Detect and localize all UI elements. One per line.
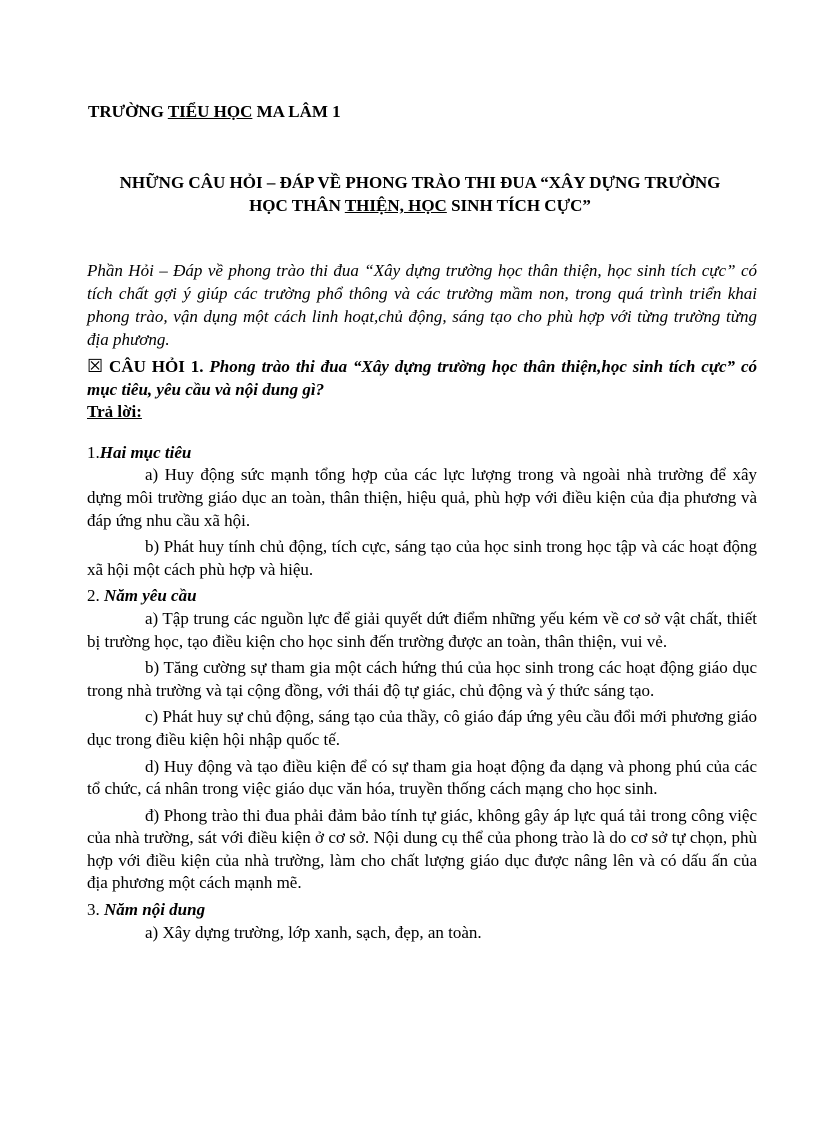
title-line-2b: SINH TÍCH CỰC” [446,196,591,215]
section-1-heading [87,442,757,465]
document-title [80,171,760,217]
section-2-number: 2. [87,586,104,606]
section-2-heading [87,585,757,608]
question-1-label: CÂU HỎI 1. [103,357,210,376]
school-name [88,101,341,124]
checkbox-icon: ☒ [87,356,104,376]
section-2-para: c) Phát huy sự chủ động, sáng tạo của thầy, cô giáo đáp ứng yêu cầu đổi mới phương giáo dục trong điều kiện hội nhập quốc tế. [87,707,757,749]
school-underlined: TIỂU HỌC [167,102,253,121]
title-line-1: NHỮNG CÂU HỎI – ĐÁP VỀ PHONG TRÀO THI ĐUA “XÂY DỰNG TRƯỜNG [119,173,721,192]
section-3-title: Năm nội dung [104,900,206,920]
question-1 [87,355,757,401]
section-1-para: b) Phát huy tính chủ động, tích cực, sáng tạo của học sinh trong học tập và các hoạt động xã hội một cách phù hợp và hiệu. [87,537,757,579]
answer-label [87,401,757,424]
title-line-2a: HỌC THÂN [249,196,345,215]
section-3-para: a) Xây dựng trường, lớp xanh, sạch, đẹp, an toàn. [145,922,482,942]
document-body [87,259,757,948]
answer-label-text: Trả lời: [87,402,142,422]
section-3-number: 3. [87,900,104,920]
question-1-text: Phong trào thi đua “Xây dựng trường học thân thiện,học sinh tích cực” có mục tiêu, yêu cầu và nội dung gì? [87,357,757,399]
section-2-para: a) Tập trung các nguồn lực để giải quyết dứt điểm những yếu kém về cơ sở vật chất, thiết bị trường học, tạo điều kiện cho học sinh đến trường được an toàn, thân thiện, vui vẻ. [87,608,757,651]
school-suffix: MA LÂM 1 [252,102,341,121]
title-line-2-underlined: THIỆN, HỌC [344,196,447,215]
section-1-number: 1. [87,442,100,462]
section-2-para: d) Huy động và tạo điều kiện để có sự tham gia hoạt động đa dạng và phong phú của các tổ chức, cá nhân trong việc giáo dục văn hóa, truyền thống cách mạng cho học sinh. [87,756,757,799]
section-1-title: Hai mục tiêu [99,442,192,462]
section-2-para: đ) Phong trào thi đua phải đảm bảo tính tự giác, không gây áp lực quá tải trong công việc của nhà trường, sát với điều kiện ở cơ sở. Nội dung cụ thể của phong trào là do cơ sở tự chọn, phù hợp với điều kiện của nhà trường, làm cho chất lượng giáo dục được nâng lên và có dấu ấn của địa phương một cách mạnh mẽ. [87,805,757,893]
section-2-para: b) Tăng cường sự tham gia một cách hứng thú của học sinh trong các hoạt động giáo dục trong nhà trường và tại cộng đồng, với thái độ tự giác, chủ động và ý thức sáng tạo. [87,658,757,700]
section-1-para: a) Huy động sức mạnh tổng hợp của các lực lượng trong và ngoài nhà trường để xây dựng môi trường giáo dục an toàn, thân thiện, hiệu quả, phù hợp với điều kiện của địa phương và đáp ứng nhu cầu xã hội. [87,465,757,530]
section-2-title: Năm yêu cầu [104,586,197,606]
section-3-heading [87,899,757,922]
school-prefix: TRƯỜNG [88,102,168,121]
title-line-2 [80,194,760,217]
intro-paragraph: Phần Hỏi – Đáp về phong trào thi đua “Xây dựng trường học thân thiện, học sinh tích cực” có tích chất gợi ý giúp các trường phổ thông và các trường mầm non, trong quá trình triển khai phong trào, vận dụng một cách linh hoạt,chủ động, sáng tạo cho phù hợp với từng trường từng địa phương. [87,261,757,349]
